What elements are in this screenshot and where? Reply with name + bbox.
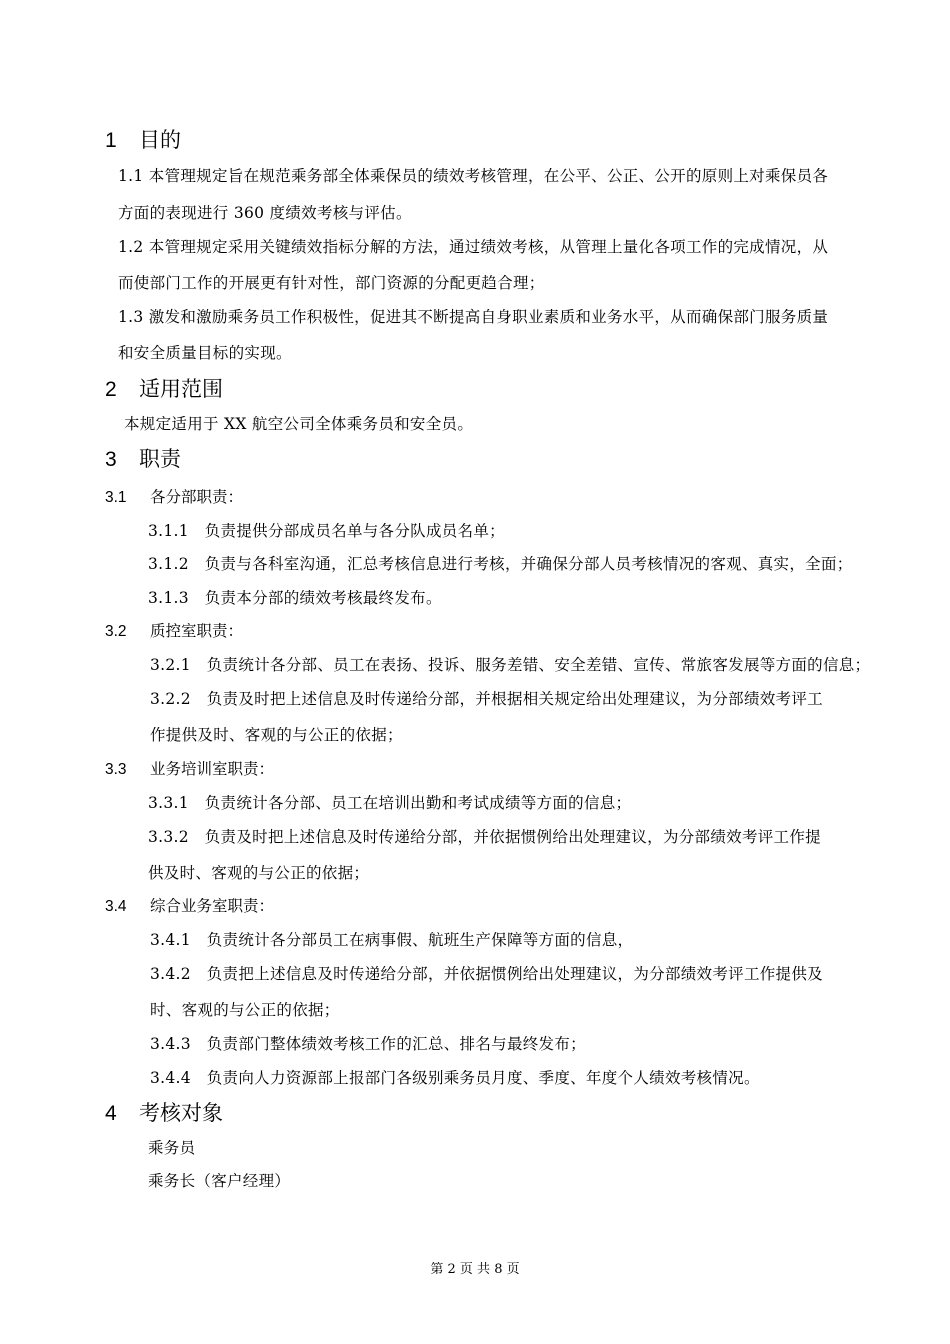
- subsection-3-3-heading: [105, 757, 274, 779]
- subsection-title: 业务培训室职责：: [150, 760, 275, 778]
- list-item: 乘务长（客户经理）: [148, 1172, 291, 1190]
- list-item: 3.3.1 负责统计各分部、员工在培训出勤和考试成绩等方面的信息；: [148, 794, 632, 812]
- list-item: 3.3.2 负责及时把上述信息及时传递给分部，并依据惯例给出处理建议，为分部绩效考评工作提: [148, 828, 821, 846]
- list-item: 时、客观的与公正的依据；: [150, 1001, 340, 1019]
- section-title: 职责: [139, 447, 181, 471]
- subsection-3-2-heading: [105, 619, 243, 641]
- section-number: 2: [105, 378, 117, 401]
- paragraph-line: 本规定适用于 XX 航空公司全体乘务员和安全员。: [124, 415, 474, 433]
- section-number: 3: [105, 448, 117, 471]
- list-item: 3.1.3 负责本分部的绩效考核最终发布。: [148, 589, 442, 607]
- list-item: 供及时、客观的与公正的依据；: [148, 864, 370, 882]
- list-item: 3.1.2 负责与各科室沟通，汇总考核信息进行考核，并确保分部人员考核情况的客观、真实，全面；: [148, 555, 853, 573]
- section-title: 适用范围: [139, 377, 223, 401]
- list-item: 3.4.2 负责把上述信息及时传递给分部，并依据惯例给出处理建议，为分部绩效考评工作提供及: [150, 965, 823, 983]
- section-4-heading: [105, 1097, 223, 1127]
- subsection-number: 3.3: [105, 761, 127, 778]
- page-footer: 第 2 页 共 8 页: [430, 1262, 520, 1277]
- section-2-heading: [105, 373, 223, 403]
- section-3-heading: [105, 443, 181, 473]
- section-number: 1: [105, 129, 117, 152]
- paragraph-line: 方面的表现进行 360 度绩效考核与评估。: [118, 204, 412, 222]
- subsection-title: 质控室职责：: [150, 622, 244, 640]
- subsection-number: 3.4: [105, 898, 127, 915]
- subsection-3-4-heading: [105, 894, 274, 916]
- subsection-title: 各分部职责：: [150, 488, 244, 506]
- list-item: 乘务员: [148, 1139, 196, 1157]
- list-item: 3.4.3 负责部门整体绩效考核工作的汇总、排名与最终发布；: [150, 1035, 586, 1053]
- section-number: 4: [105, 1102, 117, 1125]
- subsection-title: 综合业务室职责：: [150, 897, 275, 915]
- list-item: 3.2.2 负责及时把上述信息及时传递给分部，并根据相关规定给出处理建议，为分部绩效考评工: [150, 690, 823, 708]
- list-item: 3.1.1 负责提供分部成员名单与各分队成员名单；: [148, 522, 505, 540]
- list-item: 3.4.1 负责统计各分部员工在病事假、航班生产保障等方面的信息，: [150, 931, 634, 949]
- paragraph-line: 1.1 本管理规定旨在规范乘务部全体乘保员的绩效考核管理，在公平、公正、公开的原则上对乘保员各: [118, 167, 829, 185]
- section-title: 目的: [139, 128, 181, 152]
- paragraph-line: 而使部门工作的开展更有针对性，部门资源的分配更趋合理；: [118, 274, 545, 292]
- list-item: 3.4.4 负责向人力资源部上报部门各级别乘务员月度、季度、年度个人绩效考核情况。: [150, 1069, 760, 1087]
- section-1-heading: [105, 124, 181, 154]
- paragraph-line: 和安全质量目标的实现。: [118, 344, 292, 362]
- subsection-3-1-heading: [105, 485, 243, 507]
- section-title: 考核对象: [139, 1101, 223, 1125]
- subsection-number: 3.2: [105, 623, 127, 640]
- paragraph-line: 1.2 本管理规定采用关键绩效指标分解的方法，通过绩效考核，从管理上量化各项工作的完成情况，从: [118, 238, 829, 256]
- subsection-number: 3.1: [105, 489, 127, 506]
- list-item: 作提供及时、客观的与公正的依据；: [150, 726, 403, 744]
- list-item: 3.2.1 负责统计各分部、员工在表扬、投诉、服务差错、安全差错、宣传、常旅客发展等方面的信息；: [150, 656, 871, 674]
- paragraph-line: 1.3 激发和激励乘务员工作积极性，促进其不断提高自身职业素质和业务水平，从而确保部门服务质量: [118, 308, 829, 326]
